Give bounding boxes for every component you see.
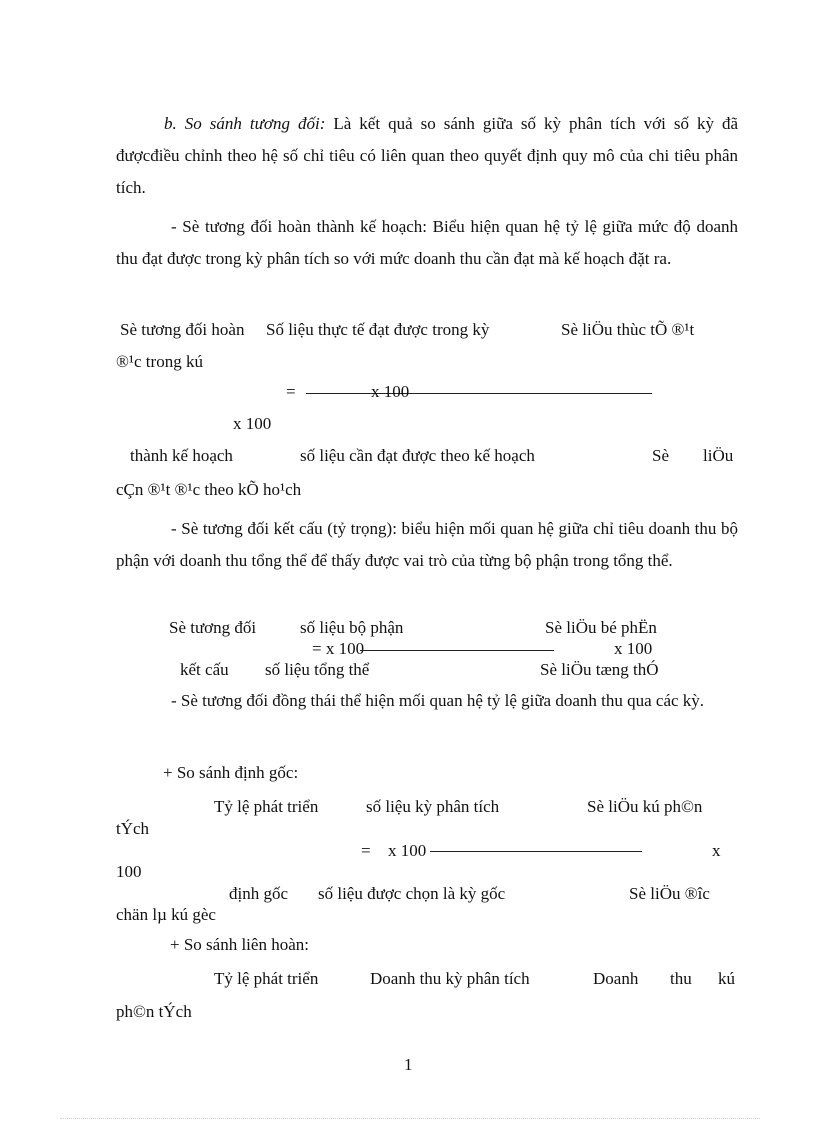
formula-text: tÝch <box>116 819 150 838</box>
formula-text: số liệu kỳ phân tích <box>366 797 500 816</box>
formula-text: Sè liÖu ®îc <box>629 884 710 903</box>
formula-multiplier: x 100 <box>233 414 272 433</box>
formula-text: Sè liÖu kú ph©n <box>587 797 703 816</box>
section-heading: + So sánh định gốc: <box>163 763 299 782</box>
formula-text: thành kế hoạch <box>130 446 233 465</box>
fraction-line <box>306 393 652 394</box>
formula-equals: = <box>286 382 296 401</box>
formula-text: Sè tương đối hoàn <box>120 320 245 339</box>
formula-multiplier: x 100 <box>614 639 653 658</box>
formula-text: số liệu bộ phận <box>300 618 404 637</box>
formula-text: chän lµ kú gèc <box>116 905 216 924</box>
section-heading: + So sánh liên hoàn: <box>170 935 309 954</box>
paragraph-structure: - Sè tương đối kết cấu (tỷ trọng): biểu hiện mối quan hệ giữa chỉ tiêu doanh thu bộ phận với doanh thu tổng thể để thấy được vai trò của từng bộ phận trong tổng thể. <box>116 519 738 570</box>
formula-multiplier: x 100 <box>371 382 410 401</box>
paragraph-dynamic: - Sè tương đối đồng thái thể hiện mối quan hệ tỷ lệ giữa doanh thu qua các kỳ. <box>171 691 705 710</box>
formula-multiplier: x 100 <box>388 841 427 860</box>
formula-text: Sè liÖu bé phËn <box>545 618 657 637</box>
formula-text: Doanh thu kỳ phân tích <box>370 969 530 988</box>
formula-text: Tỷ lệ phát triển <box>214 797 319 816</box>
paragraph-relative-comparison <box>116 108 738 204</box>
formula-text: ®¹c trong kú <box>116 352 203 371</box>
formula-multiplier: = x 100 <box>312 639 365 658</box>
paragraph-text: Là kết quả so sánh giữa số kỳ phân tích với số kỳ đã đượcđiều chỉnh theo hệ số chỉ tiêu có liên quan theo quyết định quy mô của chi tiêu phân tích. <box>116 114 738 197</box>
page-bottom-divider <box>60 1118 760 1119</box>
formula-text: kú <box>718 969 735 988</box>
formula-text: Số liệu thực tế đạt được trong kỳ <box>266 320 490 339</box>
formula-text: cÇn ®¹t ®¹c theo kÕ ho¹ch <box>116 480 302 499</box>
paragraph-plan-completion: - Sè tương đối hoàn thành kế hoạch: Biểu hiện quan hệ tỷ lệ giữa mức độ doanh thu đạt được trong kỳ phân tích so với mức doanh thu cần đạt mà kế hoạch đặt ra. <box>116 217 738 268</box>
formula-multiplier: x <box>712 841 721 860</box>
formula-text: định gốc <box>229 884 289 903</box>
formula-text: ph©n tÝch <box>116 1002 192 1021</box>
formula-text: liÖu <box>703 446 734 465</box>
formula-text: thu <box>670 969 692 988</box>
formula-text: Doanh <box>593 969 639 988</box>
page-number: 1 <box>404 1055 413 1074</box>
formula-text: kết cấu <box>180 660 229 679</box>
fraction-line <box>430 851 642 852</box>
fraction-line <box>360 650 554 651</box>
formula-text: Sè <box>652 446 669 465</box>
formula-text: Sè liÖu tæng thÓ <box>540 660 659 679</box>
formula-text: số liệu cần đạt được theo kế hoạch <box>300 446 535 465</box>
formula-text: số liệu tổng thể <box>265 660 370 679</box>
formula-equals: = <box>361 841 371 860</box>
formula-text: số liệu được chọn là kỳ gốc <box>318 884 506 903</box>
formula-text: 100 <box>116 862 142 881</box>
formula-text: Tỷ lệ phát triển <box>214 969 319 988</box>
formula-text: Sè tương đối <box>169 618 257 637</box>
paragraph-label: b. So sánh tương đối: <box>164 114 326 133</box>
formula-text: Sè liÖu thùc tÕ ®¹t <box>561 320 695 339</box>
